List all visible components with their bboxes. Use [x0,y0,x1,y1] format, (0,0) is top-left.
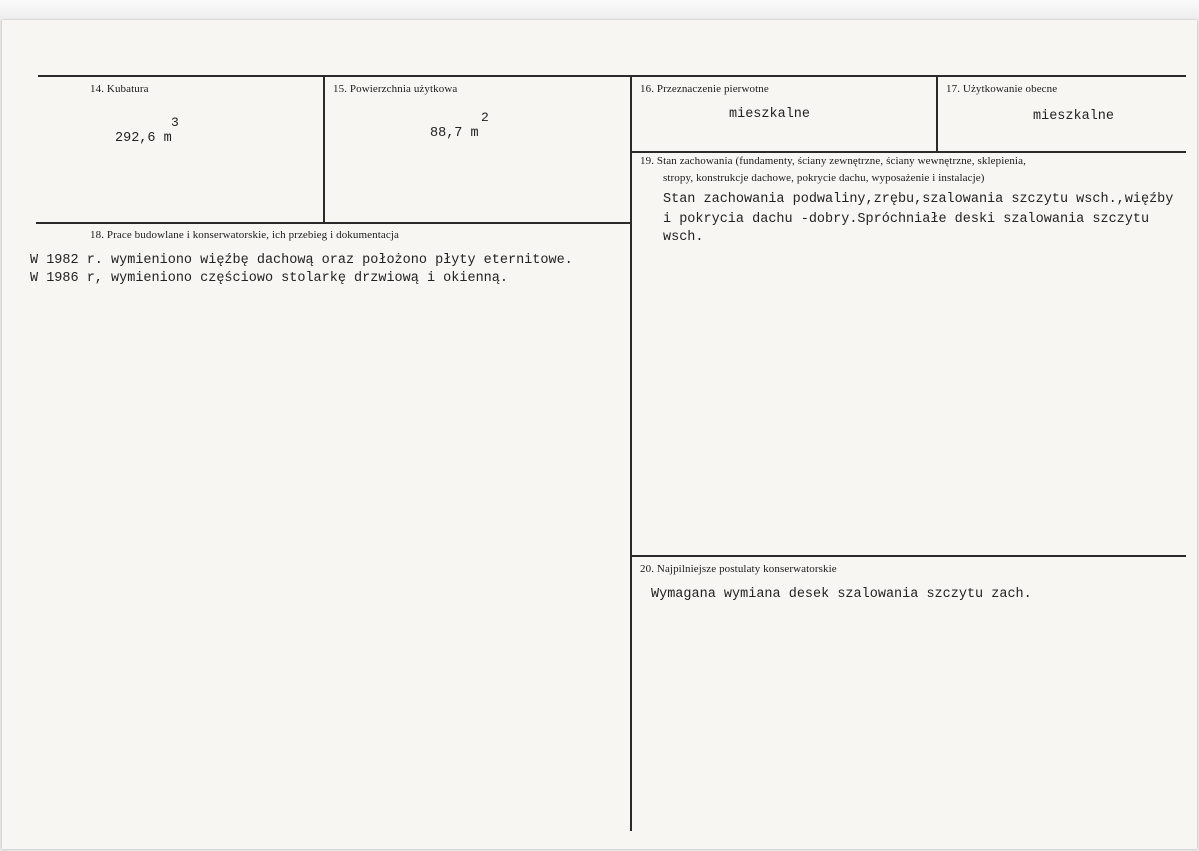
scanner-background [0,0,1199,20]
field-16-label: 16. Przeznaczenie pierwotne [640,83,769,95]
field-19-line-1: Stan zachowania podwaliny,zrębu,szalowania szczytu wsch.,więźby [663,192,1174,207]
divider-15-16 [630,77,632,831]
field-20-line-1: Wymagana wymiana desek szalowania szczytu zach. [651,587,1032,602]
field-20-label: 20. Najpilniejsze postulaty konserwatorskie [640,563,837,575]
rule-above-19 [632,151,1186,153]
field-15-exponent: 2 [481,110,489,125]
divider-14-15 [323,77,325,222]
field-14-value [115,131,172,146]
rule-above-20 [632,555,1186,557]
field-15-label: 15. Powierzchnia użytkowa [333,83,458,95]
kubatura-value: 292,6 m [115,131,172,146]
top-rule [38,75,1186,77]
rule-above-18 [36,222,631,224]
field-17-label: 17. Użytkowanie obecne [946,83,1058,95]
divider-16-17 [936,77,938,152]
field-19-label-line2: stropy, konstrukcje dachowe, pokrycie dachu, wyposażenie i instalacje) [663,172,985,184]
field-19-line-2: i pokrycia dachu -dobry.Spróchniałe deski szalowania szczytu [663,212,1150,227]
field-16-value: mieszkalne [729,107,811,122]
field-18-line-1: W 1982 r. wymieniono więźbę dachową oraz położono płyty eternitowe. [30,253,573,268]
field-19-line-3: wsch. [663,230,704,245]
field-14-exponent: 3 [171,115,179,130]
field-15-value: 88,7 m [430,126,479,141]
field-19-label-line1: 19. Stan zachowania (fundamenty, ściany zewnętrzne, ściany wewnętrzne, sklepienia, [640,155,1026,167]
field-18-line-2: W 1986 r, wymieniono częściowo stolarkę drzwiową i okienną. [30,271,508,286]
record-card [2,20,1197,849]
field-18-label: 18. Prace budowlane i konserwatorskie, ich przebieg i dokumentacja [90,229,399,241]
field-17-value: mieszkalne [1033,109,1115,124]
field-14-label: 14. Kubatura [90,83,149,95]
